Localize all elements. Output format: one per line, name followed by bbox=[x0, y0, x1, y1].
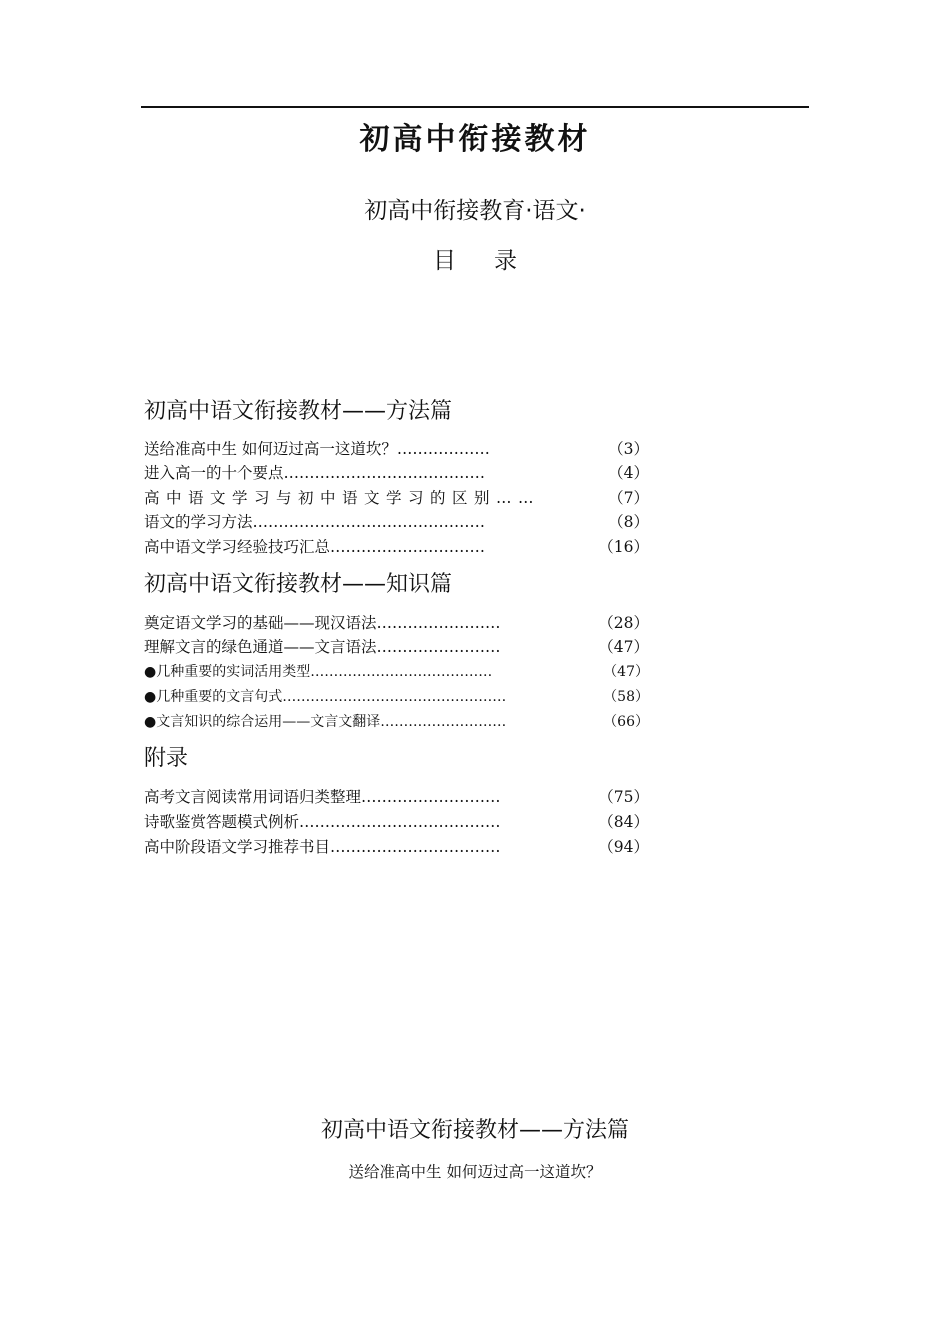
toc-entry[interactable] bbox=[144, 636, 649, 658]
toc-entry-page: （7） bbox=[608, 489, 649, 507]
toc-entry-page: （47） bbox=[598, 638, 649, 656]
toc-entry-title: 理解文言的绿色通道——文言语法…………………… bbox=[144, 638, 501, 656]
toc-entry[interactable] bbox=[144, 811, 649, 833]
toc-entry[interactable] bbox=[144, 438, 649, 460]
section-heading-appendix: 附录 bbox=[144, 746, 189, 771]
toc-entry-title: ●几种重要的文言句式………………………………………… bbox=[144, 689, 507, 705]
toc-entry[interactable] bbox=[144, 711, 649, 733]
toc-entry-page: （94） bbox=[598, 838, 649, 856]
toc-entry[interactable] bbox=[144, 462, 649, 484]
chapter-first-article-title: 送给准高中生 如何迈过高一这道坎？ bbox=[348, 1163, 602, 1181]
toc-entry-page: （28） bbox=[598, 614, 649, 632]
toc-entry-title: 奠定语文学习的基础——现汉语法…………………… bbox=[144, 614, 501, 632]
toc-entry-page: （3） bbox=[608, 440, 649, 458]
toc-entry-page: （84） bbox=[598, 813, 649, 831]
toc-entry[interactable] bbox=[144, 836, 649, 858]
toc-entry-page: （58） bbox=[603, 689, 649, 705]
section-heading-methods: 初高中语文衔接教材——方法篇 bbox=[144, 399, 453, 424]
toc-entry[interactable] bbox=[144, 661, 649, 683]
toc-entry-title: 语文的学习方法……………………………………… bbox=[144, 513, 486, 531]
toc-entry-page: （8） bbox=[608, 513, 649, 531]
toc-entry-title: ●几种重要的实词活用类型………………………………… bbox=[144, 664, 493, 680]
toc-entry[interactable] bbox=[144, 536, 649, 558]
contents-heading-right: 录 bbox=[494, 248, 517, 274]
toc-entry-title: 高考文言阅读常用词语归类整理……………………… bbox=[144, 788, 501, 806]
toc-entry[interactable] bbox=[144, 786, 649, 808]
document-subtitle: 初高中衔接教育·语文· bbox=[364, 198, 586, 224]
toc-entry[interactable] bbox=[144, 686, 649, 708]
toc-entry-title: 诗歌鉴赏答题模式例析………………………………… bbox=[144, 813, 501, 831]
toc-entry-page: （75） bbox=[598, 788, 649, 806]
toc-entry-title: ●文言知识的综合运用——文言文翻译……………………… bbox=[144, 714, 507, 730]
toc-entry-title: 送给准高中生 如何迈过高一这道坎？……………… bbox=[144, 440, 490, 458]
chapter-heading: 初高中语文衔接教材——方法篇 bbox=[320, 1118, 629, 1143]
section-heading-knowledge: 初高中语文衔接教材——知识篇 bbox=[144, 572, 453, 597]
toc-entry-title: 高中阶段语文学习推荐书目…………………………… bbox=[144, 838, 501, 856]
toc-entry-title: 高中语文学习与初中语文学习的区别…… bbox=[144, 489, 541, 507]
toc-entry[interactable] bbox=[144, 511, 649, 533]
toc-entry-page: （16） bbox=[598, 538, 649, 556]
contents-heading bbox=[0, 242, 950, 275]
toc-entry-title: 高中语文学习经验技巧汇总………………………… bbox=[144, 538, 486, 556]
toc-entry[interactable] bbox=[144, 487, 649, 509]
contents-heading-left: 目 bbox=[433, 248, 456, 274]
document-title: 初高中衔接教材 bbox=[359, 122, 591, 157]
toc-entry-page: （47） bbox=[603, 664, 649, 680]
top-rule bbox=[141, 106, 809, 108]
toc-entry-title: 进入高一的十个要点………………………………… bbox=[144, 464, 486, 482]
toc-entry-page: （66） bbox=[603, 714, 649, 730]
toc-entry-page: （4） bbox=[608, 464, 649, 482]
toc-entry[interactable] bbox=[144, 612, 649, 634]
